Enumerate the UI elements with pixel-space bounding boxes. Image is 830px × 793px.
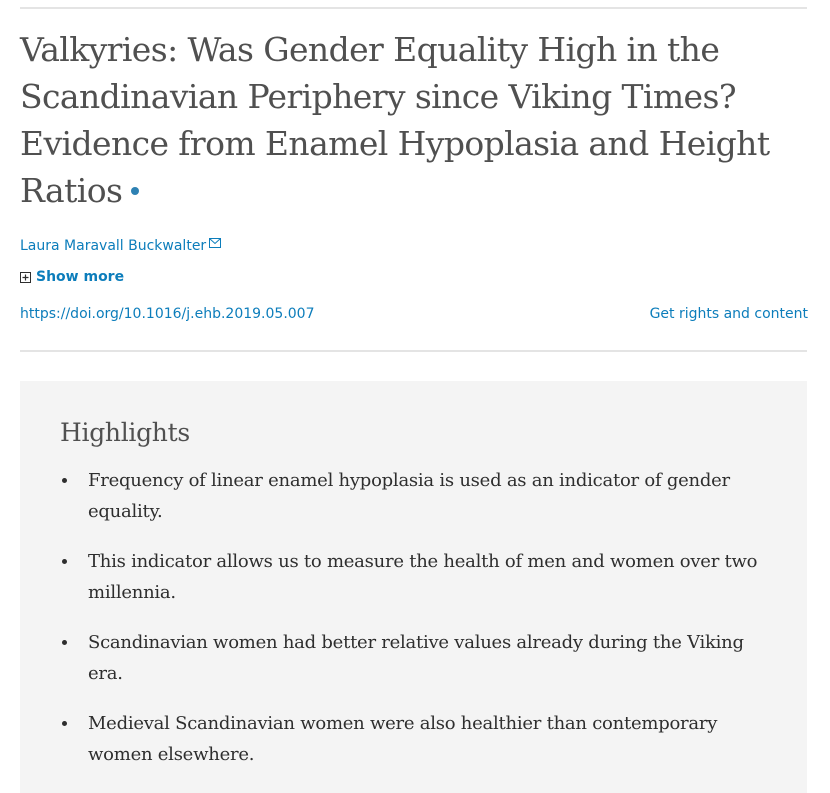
highlight-item bbox=[60, 708, 776, 770]
highlights-heading: Highlights bbox=[60, 418, 190, 447]
author-link[interactable] bbox=[20, 238, 221, 254]
bullet-icon bbox=[62, 478, 67, 483]
get-rights-link[interactable]: Get rights and content bbox=[649, 306, 808, 322]
bullet-icon bbox=[62, 640, 67, 645]
header-divider bbox=[20, 350, 807, 352]
show-more-button[interactable] bbox=[20, 269, 124, 285]
highlight-text: Scandinavian women had better relative values already during the Viking era. bbox=[88, 632, 744, 684]
highlights-panel bbox=[20, 381, 807, 793]
highlight-text: Medieval Scandinavian women were also healthier than contemporary women elsewhere. bbox=[88, 713, 718, 765]
plus-box-icon bbox=[20, 272, 31, 283]
highlight-text: Frequency of linear enamel hypoplasia is used as an indicator of gender equality. bbox=[88, 470, 730, 522]
highlight-text: This indicator allows us to measure the health of men and women over two millennia. bbox=[88, 551, 758, 603]
bullet-icon bbox=[62, 721, 67, 726]
article-title bbox=[20, 26, 810, 214]
author-name: Laura Maravall Buckwalter bbox=[20, 238, 207, 254]
highlights-list bbox=[60, 465, 767, 770]
open-access-dot-icon bbox=[131, 187, 139, 195]
show-more-label: Show more bbox=[36, 269, 125, 285]
article-title-text: Valkyries: Was Gender Equality High in the Scandinavian Periphery since Viking Times? Evidence from Enamel Hypoplasia and Height Ratios bbox=[20, 30, 770, 210]
highlight-item bbox=[60, 627, 776, 689]
bullet-icon bbox=[62, 559, 67, 564]
top-divider bbox=[20, 7, 807, 9]
doi-link[interactable]: https://doi.org/10.1016/j.ehb.2019.05.007 bbox=[20, 306, 315, 322]
envelope-icon[interactable] bbox=[209, 238, 221, 248]
highlight-item bbox=[60, 546, 776, 608]
highlight-item bbox=[60, 465, 776, 527]
